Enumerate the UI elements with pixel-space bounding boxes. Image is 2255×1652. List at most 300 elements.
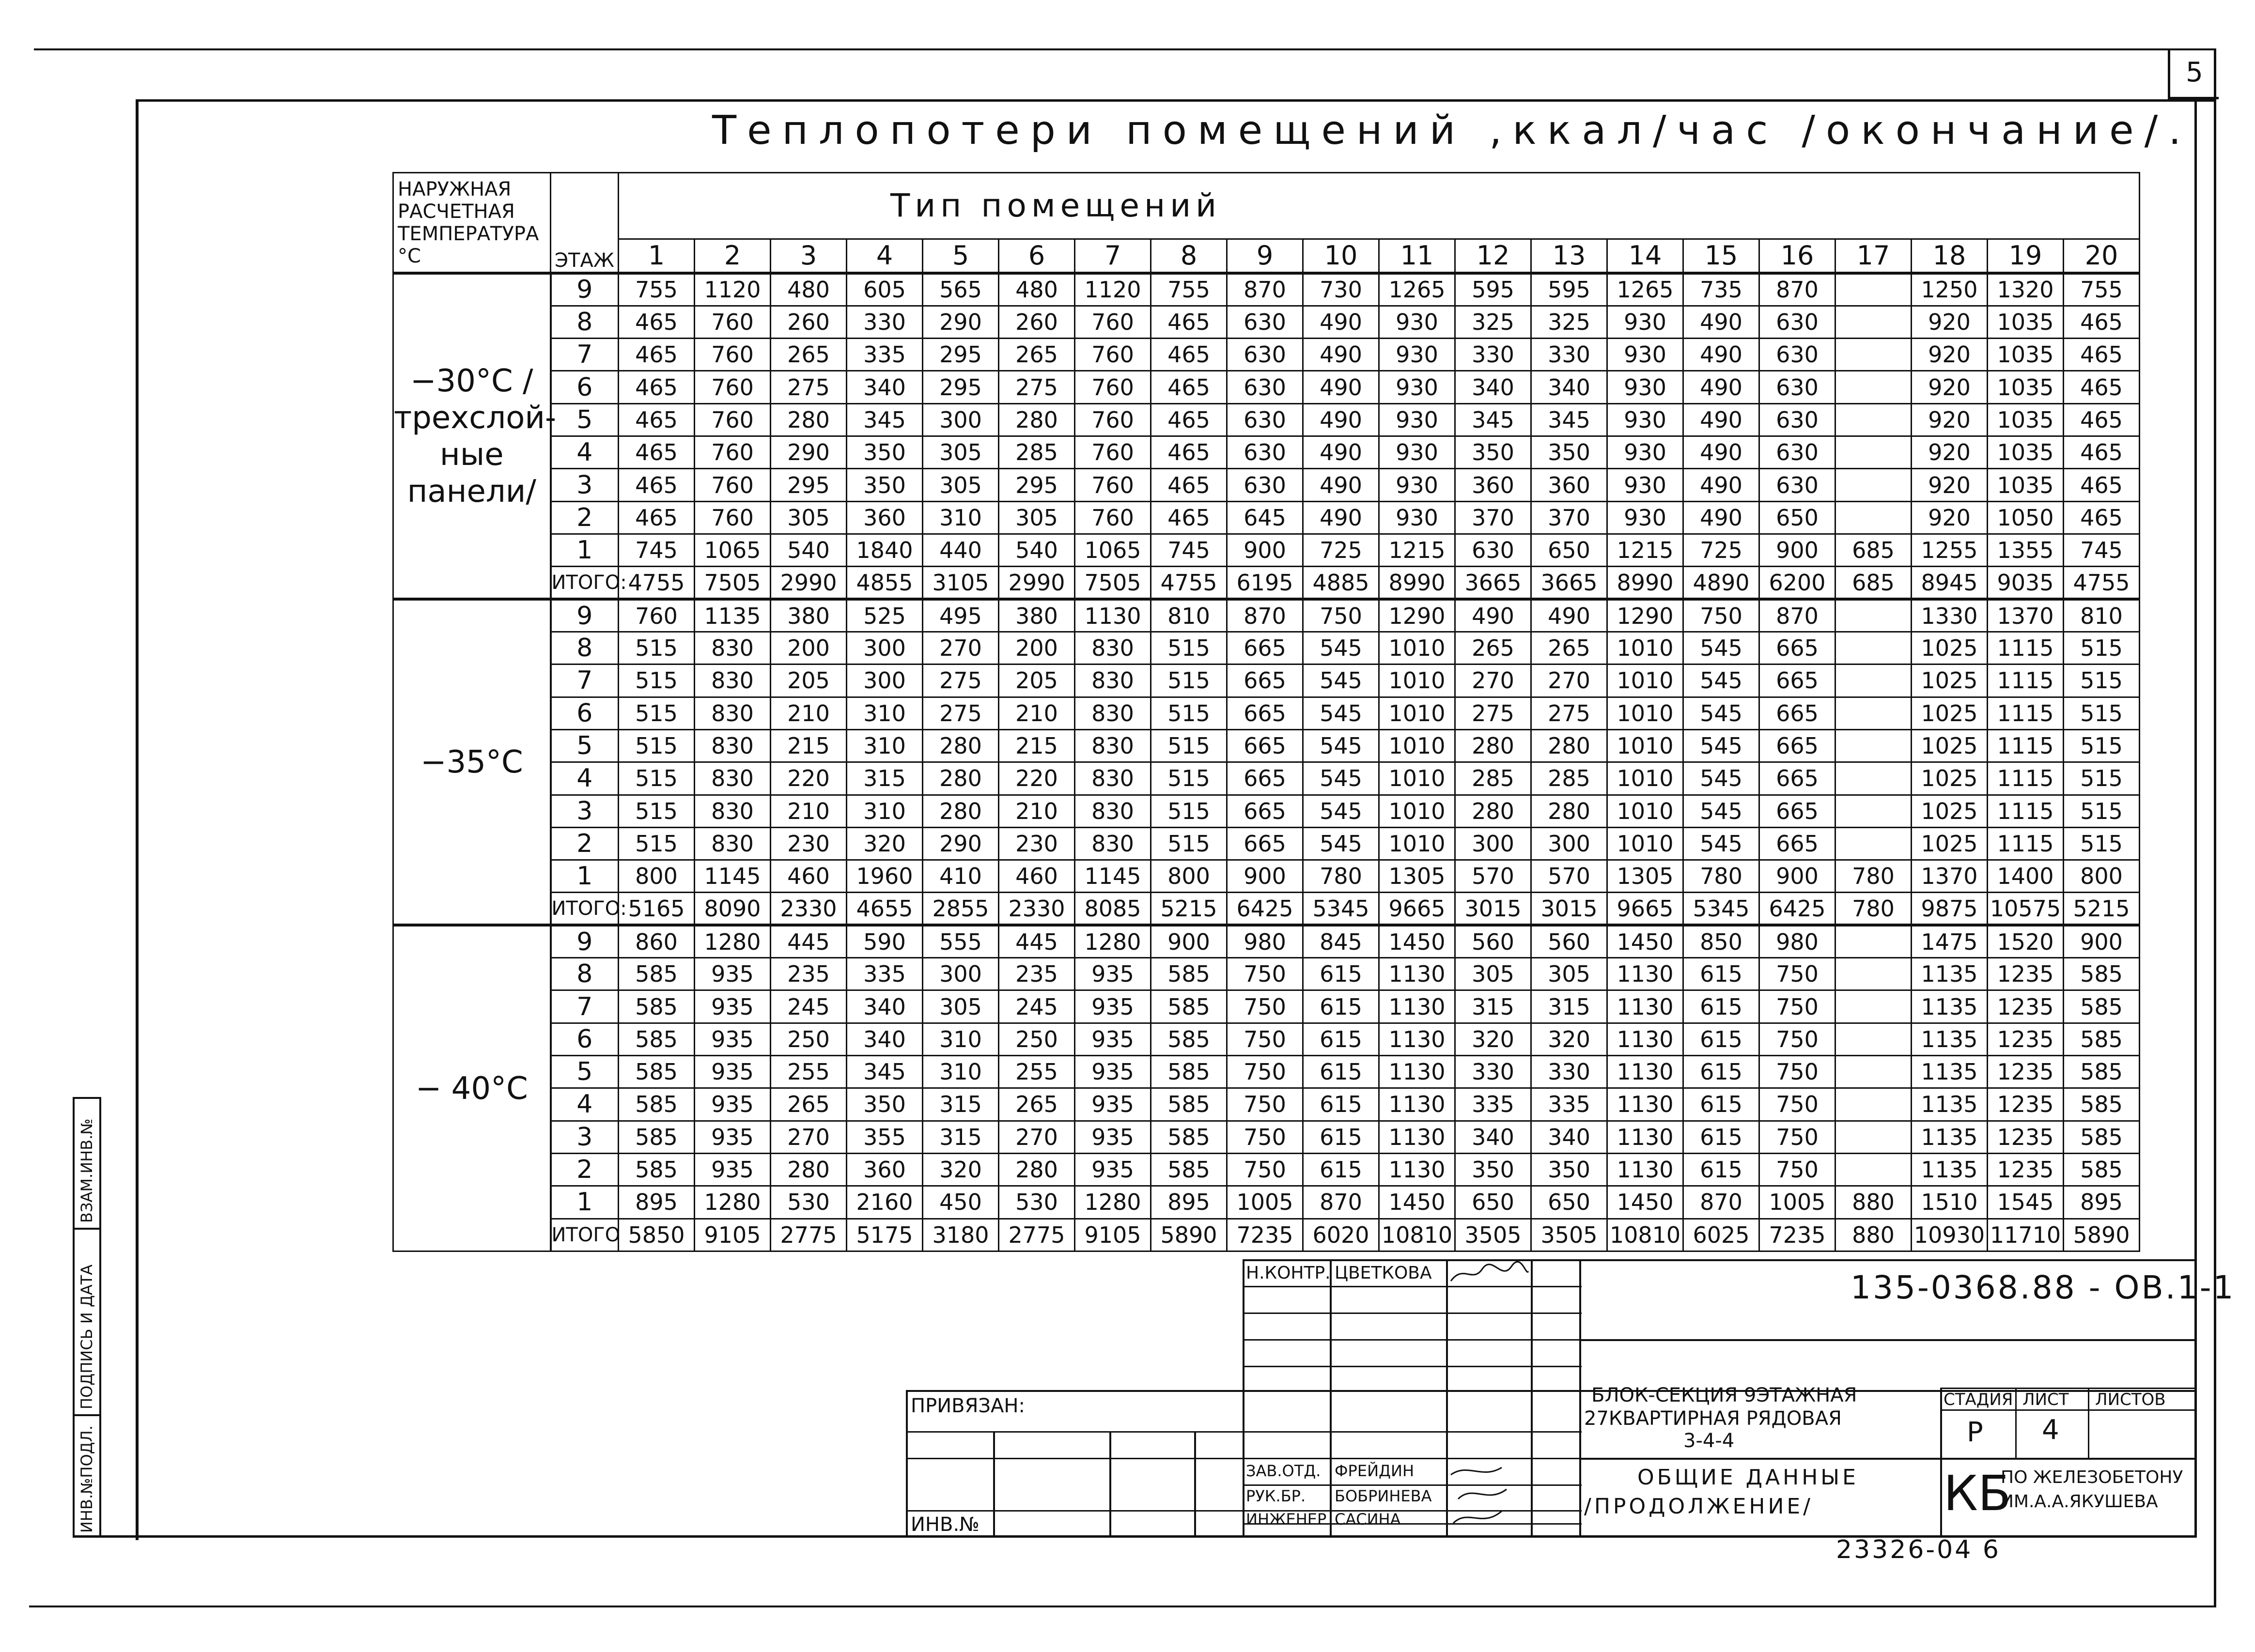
value-cell: 465 <box>2064 371 2140 403</box>
value-cell: 465 <box>1151 403 1227 436</box>
value-cell: 265 <box>1531 632 1607 664</box>
header-room-type: Тип помещений <box>619 173 2140 239</box>
value-cell: 830 <box>1075 632 1151 664</box>
value-cell: 830 <box>695 827 771 860</box>
value-cell: 3015 <box>1531 893 1607 925</box>
value-cell: 2990 <box>999 567 1075 599</box>
value-cell: 340 <box>847 990 923 1023</box>
value-cell: 5175 <box>847 1219 923 1251</box>
value-cell: 340 <box>1531 1121 1607 1153</box>
floor-cell: 5 <box>551 729 619 762</box>
floor-cell: 3 <box>551 795 619 827</box>
value-cell: 480 <box>771 273 847 306</box>
value-cell: 3505 <box>1455 1219 1531 1251</box>
table-row <box>393 958 2140 990</box>
value-cell <box>1835 436 1912 469</box>
value-cell: 490 <box>1455 599 1531 632</box>
floor-cell: 6 <box>551 697 619 729</box>
value-cell: 935 <box>695 1153 771 1186</box>
value-cell: 515 <box>619 762 695 795</box>
signature-2 <box>1448 1460 1531 1533</box>
value-cell: 545 <box>1683 697 1759 729</box>
value-cell: 490 <box>1303 501 1379 534</box>
table-row <box>393 1023 2140 1055</box>
value-cell: 345 <box>847 1056 923 1088</box>
value-cell: 800 <box>1151 860 1227 893</box>
value-cell: 490 <box>1303 403 1379 436</box>
value-cell: 200 <box>771 632 847 664</box>
value-cell: 880 <box>1835 1219 1912 1251</box>
value-cell: 1010 <box>1607 795 1683 827</box>
value-cell <box>1835 795 1912 827</box>
value-cell: 490 <box>1683 436 1759 469</box>
value-cell: 490 <box>1303 371 1379 403</box>
value-cell: 935 <box>695 958 771 990</box>
value-cell: 465 <box>619 339 695 371</box>
value-cell: 1450 <box>1607 925 1683 957</box>
value-cell: 210 <box>771 697 847 729</box>
value-cell: 490 <box>1683 469 1759 501</box>
header-temperature: НАРУЖНАЯ РАСЧЕТНАЯ ТЕМПЕРАТУРА °С <box>393 173 551 274</box>
value-cell: 315 <box>847 762 923 795</box>
value-cell <box>1835 1153 1912 1186</box>
list-label: ЛИСТ <box>2022 1390 2069 1409</box>
value-cell: 250 <box>999 1023 1075 1055</box>
value-cell: 1010 <box>1379 762 1455 795</box>
value-cell: 3665 <box>1455 567 1531 599</box>
org-line-1: ПО ЖЕЛЕЗОБЕТОНУ <box>2001 1467 2183 1487</box>
value-cell <box>1835 306 1912 338</box>
value-cell <box>1835 1056 1912 1088</box>
value-cell: 320 <box>847 827 923 860</box>
value-cell <box>1835 925 1912 957</box>
stadiya-label: СТАДИЯ <box>1944 1390 2013 1409</box>
value-cell: 315 <box>1455 990 1531 1023</box>
value-cell: 750 <box>1227 1088 1303 1121</box>
value-cell: 545 <box>1683 762 1759 795</box>
value-cell: 9665 <box>1607 893 1683 925</box>
value-cell: 685 <box>1835 567 1912 599</box>
value-cell: 1130 <box>1379 1088 1455 1121</box>
value-cell: 1545 <box>1988 1186 2064 1219</box>
value-cell: 585 <box>2064 1056 2140 1088</box>
value-cell <box>1835 1023 1912 1055</box>
staff-name-3: САСИНА <box>1335 1510 1401 1528</box>
value-cell: 1450 <box>1379 1186 1455 1219</box>
value-cell: 6020 <box>1303 1219 1379 1251</box>
stamp-h8 <box>1243 1484 1582 1486</box>
value-cell: 1510 <box>1912 1186 1988 1219</box>
value-cell: 280 <box>923 729 999 762</box>
value-cell: 4755 <box>619 567 695 599</box>
value-cell: 515 <box>1151 632 1227 664</box>
side-strip-right <box>99 1097 101 1538</box>
value-cell: 345 <box>1455 403 1531 436</box>
value-cell: 1280 <box>1075 925 1151 957</box>
value-cell: 1065 <box>695 534 771 567</box>
value-cell: 830 <box>695 697 771 729</box>
value-cell: 360 <box>1455 469 1531 501</box>
value-cell: 490 <box>1303 469 1379 501</box>
value-cell: 3105 <box>923 567 999 599</box>
value-cell: 1280 <box>695 1186 771 1219</box>
value-cell: 850 <box>1683 925 1759 957</box>
stamp-left-v <box>906 1390 908 1535</box>
n-kontr-name: ЦВЕТКОВА <box>1335 1263 1432 1283</box>
value-cell: 935 <box>695 990 771 1023</box>
value-cell: 6025 <box>1683 1219 1759 1251</box>
staff-name-2: БОБРИНЕВА <box>1335 1487 1432 1505</box>
value-cell: 760 <box>1075 403 1151 436</box>
value-cell: 930 <box>1607 469 1683 501</box>
value-cell: 545 <box>1683 827 1759 860</box>
value-cell: 1450 <box>1607 1186 1683 1219</box>
value-cell: 1235 <box>1988 1121 2064 1153</box>
sheet-right-line <box>2194 99 2197 1538</box>
side-inv-podl: ИНВ.№ПОДЛ. <box>78 1425 96 1533</box>
value-cell: 545 <box>1303 795 1379 827</box>
value-cell: 360 <box>1531 469 1607 501</box>
floor-cell: 8 <box>551 306 619 338</box>
floor-cell: 3 <box>551 1121 619 1153</box>
value-cell: 340 <box>847 371 923 403</box>
column-header-1: 1 <box>619 239 695 273</box>
value-cell: 330 <box>1531 339 1607 371</box>
value-cell: 935 <box>1075 1023 1151 1055</box>
value-cell: 260 <box>999 306 1075 338</box>
value-cell: 560 <box>1531 925 1607 957</box>
value-cell: 585 <box>2064 1153 2140 1186</box>
value-cell: 745 <box>1151 534 1227 567</box>
table-row <box>393 664 2140 697</box>
value-cell: 1475 <box>1912 925 1988 957</box>
value-cell: 205 <box>999 664 1075 697</box>
value-cell: 830 <box>695 795 771 827</box>
value-cell: 340 <box>1531 371 1607 403</box>
value-cell: 1135 <box>1912 1153 1988 1186</box>
value-cell: 205 <box>771 664 847 697</box>
header-floor: ЭТАЖ <box>551 173 619 274</box>
value-cell: 515 <box>619 632 695 664</box>
value-cell: 265 <box>771 339 847 371</box>
value-cell: 870 <box>1759 273 1835 306</box>
stamp-h-stad <box>1940 1409 2194 1411</box>
floor-cell: 9 <box>551 273 619 306</box>
value-cell: 900 <box>1227 534 1303 567</box>
value-cell: 630 <box>1759 371 1835 403</box>
value-cell: 1025 <box>1912 664 1988 697</box>
value-cell: 920 <box>1912 469 1988 501</box>
value-cell: 1330 <box>1912 599 1988 632</box>
value-cell: 1235 <box>1988 990 2064 1023</box>
value-cell: 1235 <box>1988 958 2064 990</box>
value-cell: 665 <box>1759 827 1835 860</box>
value-cell: 230 <box>999 827 1075 860</box>
value-cell: 1025 <box>1912 827 1988 860</box>
value-cell: 1130 <box>1379 1121 1455 1153</box>
value-cell: 870 <box>1227 599 1303 632</box>
floor-cell: 3 <box>551 469 619 501</box>
side-strip-left <box>73 1097 75 1538</box>
column-header-5: 5 <box>923 239 999 273</box>
value-cell: 335 <box>1531 1088 1607 1121</box>
value-cell: 4885 <box>1303 567 1379 599</box>
value-cell: 275 <box>999 371 1075 403</box>
value-cell: 665 <box>1227 697 1303 729</box>
value-cell: 830 <box>695 664 771 697</box>
value-cell: 845 <box>1303 925 1379 957</box>
value-cell: 630 <box>1759 403 1835 436</box>
value-cell: 5850 <box>619 1219 695 1251</box>
value-cell: 760 <box>695 469 771 501</box>
value-cell: 930 <box>1607 403 1683 436</box>
value-cell: 935 <box>695 1056 771 1088</box>
value-cell: 730 <box>1303 273 1379 306</box>
value-cell: 585 <box>1151 1088 1227 1121</box>
value-cell: 545 <box>1683 729 1759 762</box>
floor-cell: 9 <box>551 925 619 957</box>
value-cell: 3505 <box>1531 1219 1607 1251</box>
value-cell: 545 <box>1303 664 1379 697</box>
value-cell: 1215 <box>1379 534 1455 567</box>
value-cell: 615 <box>1303 1121 1379 1153</box>
temperature-cell: −35°С <box>393 599 551 925</box>
table-row <box>393 1088 2140 1121</box>
value-cell: 1065 <box>1075 534 1151 567</box>
value-cell: 895 <box>1151 1186 1227 1219</box>
value-cell: 650 <box>1759 501 1835 534</box>
value-cell: 305 <box>1455 958 1531 990</box>
column-header-13: 13 <box>1531 239 1607 273</box>
value-cell: 935 <box>695 1088 771 1121</box>
value-cell: 370 <box>1531 501 1607 534</box>
value-cell: 1115 <box>1988 697 2064 729</box>
value-cell: 630 <box>1227 306 1303 338</box>
value-cell: 930 <box>1379 306 1455 338</box>
value-cell: 1135 <box>1912 990 1988 1023</box>
value-cell: 360 <box>847 501 923 534</box>
side-strip-div1 <box>73 1228 101 1230</box>
value-cell: 755 <box>2064 273 2140 306</box>
value-cell: 665 <box>1759 729 1835 762</box>
value-cell: 935 <box>1075 990 1151 1023</box>
value-cell: 895 <box>619 1186 695 1219</box>
inv-no-label: ИНВ.№ <box>911 1513 980 1536</box>
value-cell: 755 <box>1151 273 1227 306</box>
value-cell: 230 <box>771 827 847 860</box>
floor-cell: ИТОГО <box>551 1219 619 1251</box>
value-cell: 300 <box>847 664 923 697</box>
value-cell: 515 <box>2064 827 2140 860</box>
value-cell: 525 <box>847 599 923 632</box>
value-cell: 1025 <box>1912 729 1988 762</box>
value-cell: 285 <box>999 436 1075 469</box>
value-cell: 1025 <box>1912 795 1988 827</box>
value-cell: 750 <box>1759 1121 1835 1153</box>
value-cell: 515 <box>619 795 695 827</box>
value-cell: 750 <box>1759 1056 1835 1088</box>
value-cell: 1115 <box>1988 664 2064 697</box>
value-cell: 305 <box>923 990 999 1023</box>
value-cell <box>1835 501 1912 534</box>
value-cell: 630 <box>1759 469 1835 501</box>
floor-cell: 4 <box>551 436 619 469</box>
value-cell: 780 <box>1835 893 1912 925</box>
value-cell: 615 <box>1683 1056 1759 1088</box>
table-row <box>393 501 2140 534</box>
value-cell: 315 <box>923 1121 999 1153</box>
value-cell: 1025 <box>1912 762 1988 795</box>
value-cell: 380 <box>999 599 1075 632</box>
floor-cell: 1 <box>551 534 619 567</box>
value-cell: 2990 <box>771 567 847 599</box>
value-cell: 1010 <box>1379 697 1455 729</box>
value-cell: 350 <box>1531 1153 1607 1186</box>
value-cell: 10575 <box>1988 893 2064 925</box>
value-cell: 1035 <box>1988 306 2064 338</box>
value-cell: 900 <box>2064 925 2140 957</box>
value-cell: 760 <box>1075 371 1151 403</box>
value-cell: 615 <box>1303 1153 1379 1186</box>
floor-cell: 7 <box>551 990 619 1023</box>
table-row <box>393 371 2140 403</box>
column-header-17: 17 <box>1835 239 1912 273</box>
value-cell: 340 <box>847 1023 923 1055</box>
value-cell: 210 <box>771 795 847 827</box>
value-cell: 350 <box>847 469 923 501</box>
value-cell: 760 <box>695 371 771 403</box>
value-cell: 280 <box>771 1153 847 1186</box>
value-cell: 900 <box>1227 860 1303 893</box>
value-cell: 465 <box>1151 501 1227 534</box>
value-cell: 555 <box>923 925 999 957</box>
value-cell: 935 <box>1075 1088 1151 1121</box>
stamp-v-stad2 <box>2015 1388 2017 1458</box>
value-cell: 1035 <box>1988 371 2064 403</box>
value-cell: 275 <box>923 664 999 697</box>
table-row <box>393 697 2140 729</box>
floor-cell: 2 <box>551 501 619 534</box>
value-cell: 9875 <box>1912 893 1988 925</box>
value-cell: 200 <box>999 632 1075 664</box>
value-cell: 930 <box>1379 436 1455 469</box>
value-cell: 6195 <box>1227 567 1303 599</box>
value-cell: 11710 <box>1988 1219 2064 1251</box>
value-cell: 7235 <box>1227 1219 1303 1251</box>
value-cell: 465 <box>1151 436 1227 469</box>
column-header-15: 15 <box>1683 239 1759 273</box>
value-cell: 465 <box>1151 339 1227 371</box>
value-cell: 930 <box>1379 469 1455 501</box>
value-cell: 585 <box>1151 1056 1227 1088</box>
value-cell: 220 <box>771 762 847 795</box>
value-cell: 1130 <box>1607 990 1683 1023</box>
value-cell: 1450 <box>1379 925 1455 957</box>
value-cell: 1130 <box>1607 1088 1683 1121</box>
value-cell: 515 <box>2064 729 2140 762</box>
project-line-3: 3-4-4 <box>1683 1430 1735 1452</box>
value-cell: 2855 <box>923 893 999 925</box>
value-cell: 465 <box>2064 469 2140 501</box>
value-cell: 760 <box>695 436 771 469</box>
staff-name-1: ФРЕЙДИН <box>1335 1462 1414 1480</box>
value-cell: 2330 <box>999 893 1075 925</box>
value-cell: 750 <box>1759 958 1835 990</box>
value-cell: 290 <box>923 306 999 338</box>
value-cell: 515 <box>2064 697 2140 729</box>
value-cell: 615 <box>1303 1023 1379 1055</box>
value-cell: 750 <box>1227 958 1303 990</box>
value-cell: 540 <box>771 534 847 567</box>
side-podpis-data: ПОДПИСЬ И ДАТА <box>78 1264 96 1409</box>
stamp-h4 <box>1243 1366 1582 1367</box>
table-row <box>393 925 2140 957</box>
value-cell: 1370 <box>1988 599 2064 632</box>
value-cell: 350 <box>847 1088 923 1121</box>
value-cell: 1265 <box>1379 273 1455 306</box>
value-cell: 235 <box>999 958 1075 990</box>
value-cell: 6425 <box>1227 893 1303 925</box>
value-cell: 465 <box>2064 339 2140 371</box>
value-cell: 300 <box>923 403 999 436</box>
value-cell: 760 <box>1075 501 1151 534</box>
value-cell: 310 <box>923 1023 999 1055</box>
stamp-v3 <box>1446 1259 1448 1535</box>
value-cell: 295 <box>923 371 999 403</box>
value-cell: 615 <box>1683 958 1759 990</box>
value-cell: 7505 <box>1075 567 1151 599</box>
column-header-11: 11 <box>1379 239 1455 273</box>
value-cell: 980 <box>1227 925 1303 957</box>
floor-cell: 6 <box>551 371 619 403</box>
value-cell: 4890 <box>1683 567 1759 599</box>
value-cell: 760 <box>1075 436 1151 469</box>
org-logo: КБ <box>1944 1465 2011 1522</box>
value-cell <box>1835 403 1912 436</box>
value-cell: 1115 <box>1988 795 2064 827</box>
table-row <box>393 893 2140 925</box>
value-cell: 465 <box>1151 306 1227 338</box>
floor-cell: 8 <box>551 632 619 664</box>
stamp-h3 <box>1243 1339 1582 1341</box>
value-cell: 355 <box>847 1121 923 1153</box>
side-strip-top <box>73 1097 101 1099</box>
value-cell: 750 <box>1227 1121 1303 1153</box>
value-cell: 8085 <box>1075 893 1151 925</box>
value-cell: 7505 <box>695 567 771 599</box>
value-cell: 585 <box>2064 990 2140 1023</box>
value-cell: 1215 <box>1607 534 1683 567</box>
value-cell <box>1835 958 1912 990</box>
value-cell: 585 <box>619 990 695 1023</box>
value-cell: 1255 <box>1912 534 1988 567</box>
value-cell: 545 <box>1303 827 1379 860</box>
column-header-2: 2 <box>695 239 771 273</box>
value-cell: 2775 <box>999 1219 1075 1251</box>
value-cell: 1520 <box>1988 925 2064 957</box>
value-cell: 3015 <box>1455 893 1531 925</box>
page-number: 5 <box>2168 48 2219 99</box>
sheet-title-2: /ПРОДОЛЖЕНИЕ/ <box>1584 1494 1813 1519</box>
value-cell <box>1835 469 1912 501</box>
value-cell: 585 <box>1151 990 1227 1023</box>
value-cell: 830 <box>1075 729 1151 762</box>
value-cell: 1130 <box>1379 1023 1455 1055</box>
column-header-19: 19 <box>1988 239 2064 273</box>
value-cell: 1010 <box>1607 827 1683 860</box>
value-cell: 1035 <box>1988 403 2064 436</box>
value-cell: 745 <box>2064 534 2140 567</box>
